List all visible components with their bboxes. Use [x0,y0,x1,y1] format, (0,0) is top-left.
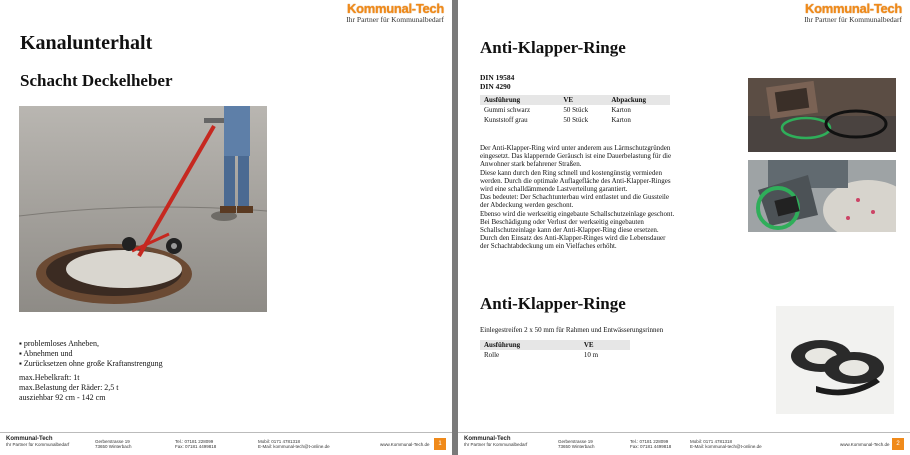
table-row: Rolle 10 m [484,351,599,359]
product-title: Schacht Deckelheber [20,71,173,90]
page-number: 1 [434,438,446,450]
strip-intro: Einlegestreifen 2 x 50 mm für Rahmen und Entwässerungsrinnen [480,326,664,334]
strip-table [480,340,630,360]
footer-company: Kommunal-Tech [6,436,53,442]
footer-website[interactable]: www.Kommunal-Tech.de [380,442,430,447]
brand-logo: Kommunal-Tech [805,1,902,16]
brand-header [346,2,444,24]
spec-item: max.Belastung der Räder: 2,5 t [19,383,119,392]
manhole-lifter-photo [19,106,267,312]
footer-website[interactable]: www.Kommunal-Tech.de [840,442,890,447]
footer-company: Kommunal-Tech [464,436,511,442]
product-table [480,95,670,125]
page-number: 2 [892,438,904,450]
brand-tagline: Ihr Partner für Kommunalbedarf [346,15,444,24]
footer-company-sub: Ihr Partner für Kommunalbedarf [6,442,70,447]
din-list: DIN 19584 DIN 4290 [480,73,515,91]
feature-item: ▪ Abnehmen und [19,349,73,358]
footer-company-sub: Ihr Partner für Kommunalbedarf [464,442,528,447]
feature-item: ▪ Zurücksetzen ohne große Kraftanstrengung [19,359,163,368]
brand-header [804,2,902,24]
table-row: Kunststoff grau 50 Stück Karton [484,116,631,124]
spec-list [19,373,119,403]
brand-logo: Kommunal-Tech [347,1,444,16]
rings-photo [748,78,896,152]
page-footer: Kommunal-Tech Ihr Partner für Kommunalbedarf Gerberstrasse 19 73650 Winterbach Tel.: 07181 228099 Fax: 07181 4499818 Mobil: 0171 4781318 E-Mail: kommunal-tech@t-online.de www.Kommunal-Tech.de 1 [0,432,452,455]
feature-list [19,339,163,369]
page-2 [458,0,910,455]
section-title: Anti-Klapper-Ringe [480,38,626,57]
table-header: Ausführung VE Abpackung [480,95,670,105]
strip-roll-photo [776,306,894,414]
section-title-2: Anti-Klapper-Ringe [480,294,626,313]
table-row: Gummi schwarz 50 Stück Karton [484,106,631,114]
spec-item: max.Hebelkraft: 1t [19,373,80,382]
spec-item: ausziehbar 92 cm - 142 cm [19,393,106,402]
table-header: Ausführung VE [480,340,630,350]
product-description: Der Anti-Klapper-Ring wird unter anderem aus Lärmschutzgründen eingesetzt. Das klappernde Geräusch ist eine Dauerbelastung für die Anwohner stark befahrener Straßen. Diese kann durch den Ring schnell und kostengünstig vermieden werden. Durch die optimale Auflagefläche des Anti-Klapper-Ringes wird eine schalldämmende Lastverteilung garantiert. Das bedeutet: Der Schachtunterbau wird entlastet und die Gussteile der Abdeckung werden geschont. Ebenso wird die werkseitig eingebaute Schallschutzeinlage geschont. Bei Beschädigung oder Verlust der werkseitig eingebauten Schallschutzeinlage kann der Anti-Klapper-Ring diese ersetzen. Durch den Einsatz des Anti-Klapper-Ringes wird die Lebensdauer der Schachtabdeckung um ein Vielfaches erhöht. [480,144,675,251]
page-1 [0,0,452,455]
feature-item: ▪ problemloses Anheben, [19,339,99,348]
page-title: Kanalunterhalt [20,32,153,54]
ring-installed-photo [748,160,896,232]
page-footer: Kommunal-Tech Ihr Partner für Kommunalbedarf Gerberstrasse 19 73650 Winterbach Tel.: 07181 228099 Fax: 07181 4499818 Mobil: 0171 4781318 E-Mail: kommunal-tech@t-online.de www.Kommunal-Tech.de 2 [458,432,910,455]
brand-tagline: Ihr Partner für Kommunalbedarf [804,15,902,24]
